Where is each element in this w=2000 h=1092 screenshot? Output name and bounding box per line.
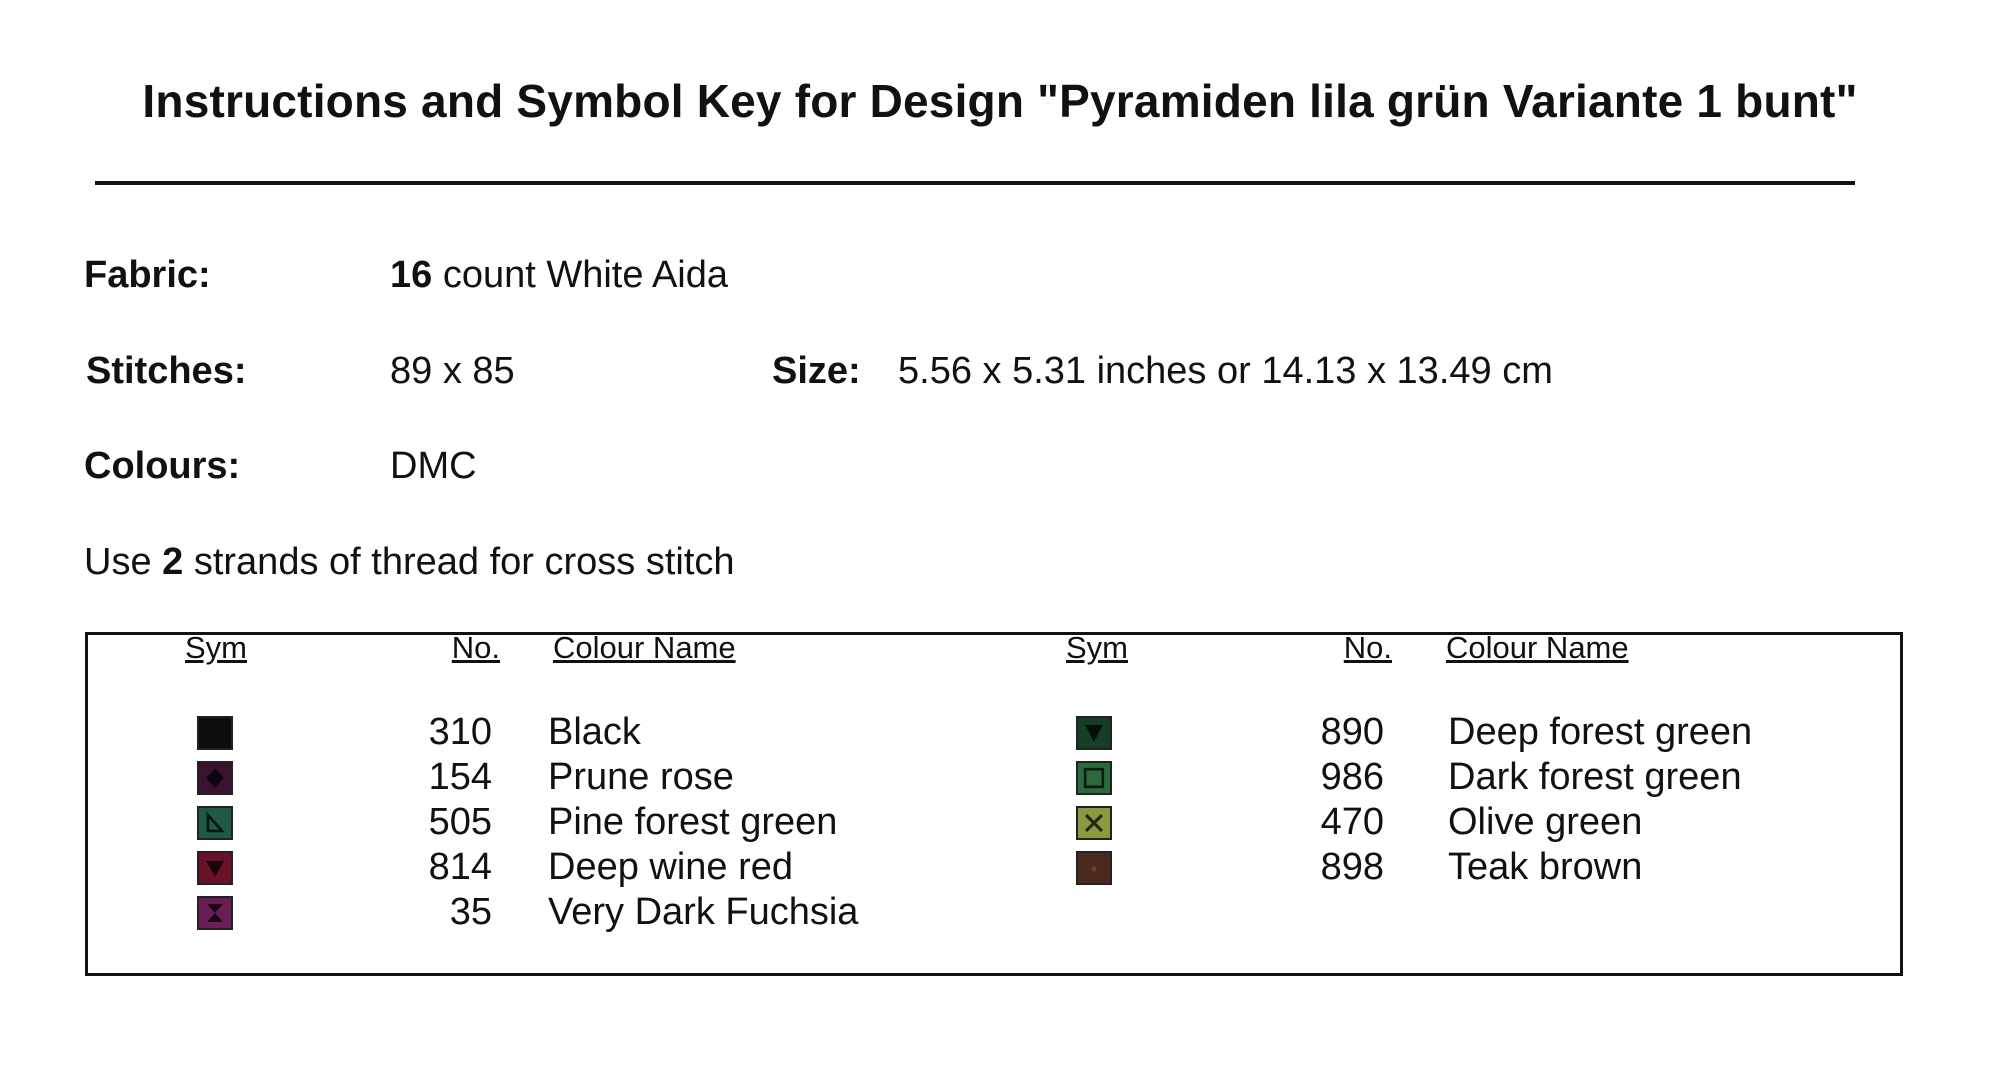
dmc-number: 310 (428, 711, 492, 753)
dmc-number: 898 (1320, 846, 1384, 888)
stitches-value: 89 x 85 (390, 350, 515, 392)
header-colour-name-right: Colour Name (1446, 630, 1629, 665)
symbol-swatch-diamond-icon (197, 761, 233, 795)
colour-name: Pine forest green (548, 801, 838, 843)
header-colour-name-left: Colour Name (553, 630, 736, 665)
header-no-left: No. (451, 630, 500, 665)
dmc-number: 814 (428, 846, 492, 888)
symbol-swatch-cross-icon (1076, 806, 1112, 840)
dmc-number: 505 (428, 801, 492, 843)
colour-name: Prune rose (548, 756, 734, 798)
symbol-swatch-heart-icon (197, 851, 233, 885)
fabric-label: Fabric: (84, 254, 211, 296)
fabric-value (390, 254, 728, 297)
strands-pre: Use (84, 541, 163, 583)
dmc-number: 35 (449, 891, 492, 933)
header-sym-right: Sym (1066, 630, 1128, 665)
strands-post: strands of thread for cross stitch (183, 541, 735, 583)
symbol-swatch-hollow-square-icon (1076, 761, 1112, 795)
symbol-swatch-down-triangle-icon (1076, 716, 1112, 750)
symbol-swatch-hourglass-icon (197, 896, 233, 930)
colour-name: Deep wine red (548, 846, 794, 888)
strands-instruction (84, 541, 735, 584)
colour-name: Deep forest green (1448, 711, 1753, 753)
colour-name: Olive green (1448, 801, 1643, 843)
dmc-number: 986 (1320, 756, 1384, 798)
colour-name: Teak brown (1448, 846, 1643, 888)
dmc-number: 154 (428, 756, 492, 798)
size-value: 5.56 x 5.31 inches or 14.13 x 13.49 cm (898, 350, 1553, 392)
colour-name: Dark forest green (1448, 756, 1742, 798)
fabric-count: 16 (390, 254, 433, 296)
header-sym-left: Sym (185, 630, 247, 665)
stitches-label: Stitches: (86, 350, 247, 392)
symbol-swatch-triangle-corner-icon (197, 806, 233, 840)
size-label: Size: (772, 350, 861, 392)
document-title: Instructions and Symbol Key for Design "Pyramiden lila grün Variante 1 bunt" (142, 75, 1858, 127)
header-no-right: No. (1343, 630, 1392, 665)
strands-count: 2 (162, 541, 184, 583)
dmc-number: 470 (1320, 801, 1384, 843)
symbol-swatch-dot-icon (1076, 851, 1112, 885)
fabric-type: count White Aida (432, 254, 729, 296)
colour-name: Black (548, 711, 641, 753)
colours-value: DMC (390, 445, 477, 487)
title-divider (95, 181, 1855, 185)
colours-label: Colours: (84, 445, 241, 487)
symbol-swatch-square-icon (197, 716, 233, 750)
dmc-number: 890 (1320, 711, 1384, 753)
colour-name: Very Dark Fuchsia (548, 891, 859, 933)
